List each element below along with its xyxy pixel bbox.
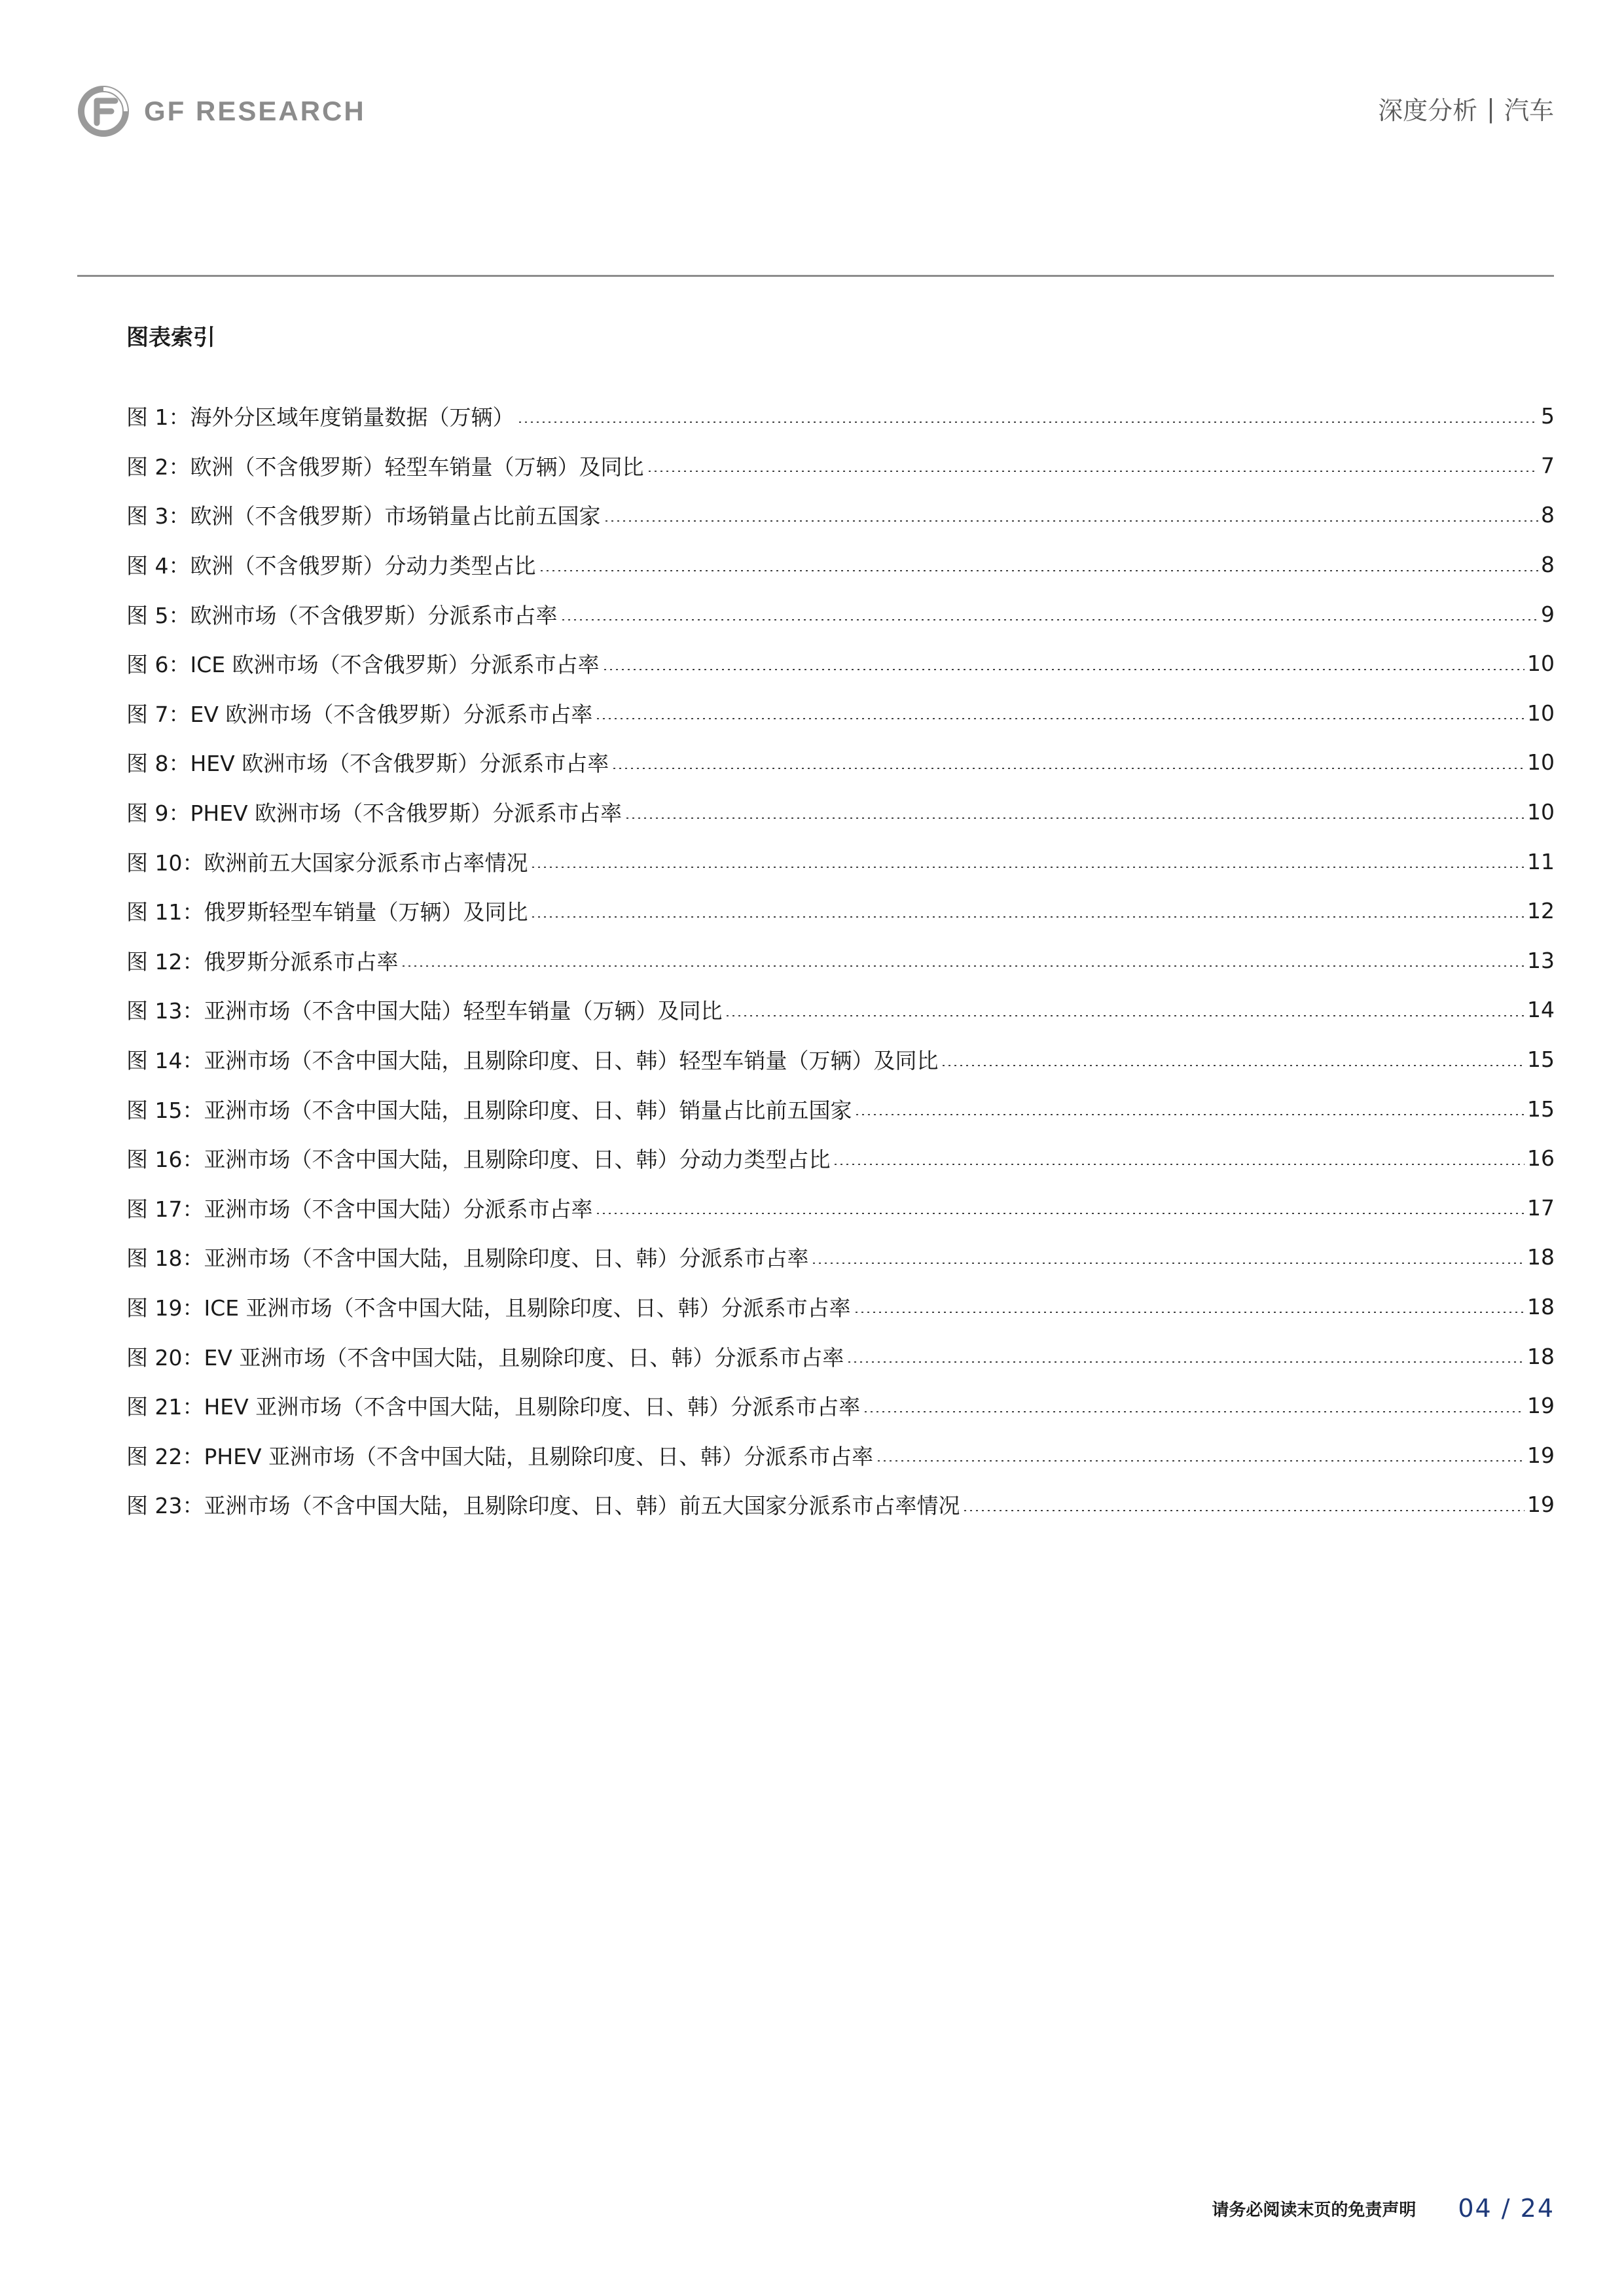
dot-leader — [647, 471, 1539, 472]
toc-entry[interactable] — [126, 936, 1555, 986]
toc-entry-page: 5 — [1541, 403, 1555, 429]
toc-entry-page: 8 — [1541, 502, 1555, 528]
toc-entry[interactable] — [126, 689, 1555, 738]
page-header — [77, 85, 1554, 137]
report-type: 深度分析 — [1378, 96, 1478, 125]
toc-entry-page: 18 — [1527, 1343, 1555, 1369]
toc-entry-label: 图 8：HEV 欧洲市场（不含俄罗斯）分派系市占率 — [126, 751, 609, 777]
dot-leader — [962, 1510, 1525, 1511]
toc-entry-label: 图 7：EV 欧洲市场（不含俄罗斯）分派系市占率 — [126, 701, 593, 727]
toc-entry[interactable] — [126, 985, 1555, 1035]
dot-leader — [595, 718, 1525, 719]
toc-entry[interactable] — [126, 441, 1555, 491]
dot-leader — [604, 520, 1539, 522]
toc-entry[interactable] — [126, 787, 1555, 837]
dot-leader — [846, 1361, 1525, 1363]
toc-entry-page: 11 — [1527, 848, 1555, 874]
toc-entry[interactable] — [126, 1183, 1555, 1233]
gf-logo-icon — [77, 85, 130, 137]
toc-entry-label: 图 10：欧洲前五大国家分派系市占率情况 — [126, 850, 528, 876]
toc-entry-label: 图 11：俄罗斯轻型车销量（万辆）及同比 — [126, 899, 528, 925]
toc-entry-page: 15 — [1527, 1096, 1555, 1122]
toc-entry-label: 图 4：欧洲（不含俄罗斯）分动力类型占比 — [126, 553, 536, 579]
toc-entry[interactable] — [126, 1232, 1555, 1282]
toc-entry-label: 图 17：亚洲市场（不含中国大陆）分派系市占率 — [126, 1196, 593, 1222]
dot-leader — [530, 867, 1525, 868]
toc-entry[interactable] — [126, 836, 1555, 886]
dot-leader — [833, 1164, 1525, 1165]
toc-entry-label: 图 12：俄罗斯分派系市占率 — [126, 948, 399, 975]
dot-leader — [811, 1263, 1525, 1264]
toc-entry-label: 图 9：PHEV 欧洲市场（不含俄罗斯）分派系市占率 — [126, 800, 623, 827]
toc-entry-page: 16 — [1527, 1145, 1555, 1172]
dot-leader — [595, 1213, 1525, 1214]
toc-entry-label: 图 5：欧洲市场（不含俄罗斯）分派系市占率 — [126, 602, 558, 628]
header-separator: | — [1487, 94, 1495, 123]
toc-entry[interactable] — [126, 1035, 1555, 1085]
toc-entry-page: 10 — [1527, 799, 1555, 825]
toc-entry-label: 图 1：海外分区域年度销量数据（万辆） — [126, 404, 514, 431]
toc-entry[interactable] — [126, 1282, 1555, 1332]
toc-title: 图表索引 — [126, 325, 215, 351]
toc-entry[interactable] — [126, 1480, 1555, 1530]
toc-entry[interactable] — [126, 886, 1555, 936]
toc-entry-label: 图 18：亚洲市场（不含中国大陆，且剔除印度、日、韩）分派系市占率 — [126, 1246, 809, 1272]
toc-entry-label: 图 21：HEV 亚洲市场（不含中国大陆，且剔除印度、日、韩）分派系市占率 — [126, 1394, 861, 1420]
toc-entry-page: 19 — [1527, 1492, 1555, 1518]
dot-leader — [854, 1312, 1525, 1313]
toc-entry-page: 19 — [1527, 1393, 1555, 1419]
dot-leader — [539, 570, 1539, 571]
toc-entry-page: 14 — [1527, 997, 1555, 1023]
toc-entry-page: 13 — [1527, 947, 1555, 973]
toc-entry[interactable] — [126, 738, 1555, 787]
toc-entry-label: 图 3：欧洲（不含俄罗斯）市场销量占比前五国家 — [126, 503, 601, 529]
toc-entry-page: 7 — [1541, 452, 1555, 478]
toc-entry-page: 8 — [1541, 552, 1555, 578]
toc-entry-page: 12 — [1527, 898, 1555, 924]
dot-leader — [725, 1015, 1525, 1016]
toc-entry-page: 19 — [1527, 1442, 1555, 1468]
toc-entry[interactable] — [126, 1381, 1555, 1431]
gf-research-logo — [77, 85, 366, 137]
toc-entry[interactable] — [126, 391, 1555, 441]
dot-leader — [517, 422, 1539, 423]
toc-entry-label: 图 23：亚洲市场（不含中国大陆，且剔除印度、日、韩）前五大国家分派系市占率情况 — [126, 1493, 960, 1519]
figure-index-list — [126, 391, 1555, 1530]
toc-entry-page: 10 — [1527, 651, 1555, 677]
toc-entry[interactable] — [126, 1134, 1555, 1183]
dot-leader — [611, 768, 1525, 769]
toc-entry[interactable] — [126, 540, 1555, 590]
toc-entry-page: 10 — [1527, 700, 1555, 726]
toc-entry-label: 图 6：ICE 欧洲市场（不含俄罗斯）分派系市占率 — [126, 652, 600, 678]
toc-entry-page: 10 — [1527, 749, 1555, 776]
header-divider — [77, 275, 1554, 277]
toc-entry-label: 图 2：欧洲（不含俄罗斯）轻型车销量（万辆）及同比 — [126, 454, 644, 480]
footer-disclaimer: 请务必阅读末页的免责声明 — [1212, 2200, 1416, 2220]
page-footer — [1212, 2194, 1555, 2223]
toc-entry-label: 图 19：ICE 亚洲市场（不含中国大陆，且剔除印度、日、韩）分派系市占率 — [126, 1295, 851, 1321]
toc-entry[interactable] — [126, 639, 1555, 689]
toc-entry-page: 15 — [1527, 1047, 1555, 1073]
toc-entry[interactable] — [126, 1331, 1555, 1381]
toc-entry-page: 17 — [1527, 1194, 1555, 1221]
toc-entry-label: 图 15：亚洲市场（不含中国大陆，且剔除印度、日、韩）销量占比前五国家 — [126, 1097, 852, 1123]
toc-entry[interactable] — [126, 1084, 1555, 1134]
toc-entry-label: 图 20：EV 亚洲市场（不含中国大陆，且剔除印度、日、韩）分派系市占率 — [126, 1344, 844, 1371]
report-category — [1378, 90, 1554, 126]
dot-leader — [602, 669, 1525, 670]
toc-entry-label: 图 14：亚洲市场（不含中国大陆，且剔除印度、日、韩）轻型车销量（万辆）及同比 — [126, 1048, 939, 1074]
logo-text: GF RESEARCH — [144, 96, 366, 126]
dot-leader — [941, 1065, 1525, 1066]
toc-entry-label: 图 13：亚洲市场（不含中国大陆）轻型车销量（万辆）及同比 — [126, 998, 723, 1024]
dot-leader — [401, 965, 1525, 967]
dot-leader — [624, 817, 1525, 819]
sector-label: 汽车 — [1504, 96, 1554, 125]
dot-leader — [876, 1460, 1525, 1462]
toc-entry-page: 9 — [1541, 601, 1555, 627]
toc-entry-label: 图 22：PHEV 亚洲市场（不含中国大陆，且剔除印度、日、韩）分派系市占率 — [126, 1443, 874, 1469]
toc-entry-page: 18 — [1527, 1293, 1555, 1319]
dot-leader — [560, 619, 1539, 620]
toc-entry[interactable] — [126, 1430, 1555, 1480]
toc-entry-label: 图 16：亚洲市场（不含中国大陆，且剔除印度、日、韩）分动力类型占比 — [126, 1147, 831, 1173]
dot-leader — [530, 916, 1525, 918]
toc-entry-page: 18 — [1527, 1244, 1555, 1270]
dot-leader — [854, 1114, 1525, 1115]
page-indicator: 04 / 24 — [1458, 2194, 1555, 2223]
toc-entry[interactable] — [126, 490, 1555, 540]
dot-leader — [863, 1411, 1525, 1412]
toc-entry[interactable] — [126, 589, 1555, 639]
